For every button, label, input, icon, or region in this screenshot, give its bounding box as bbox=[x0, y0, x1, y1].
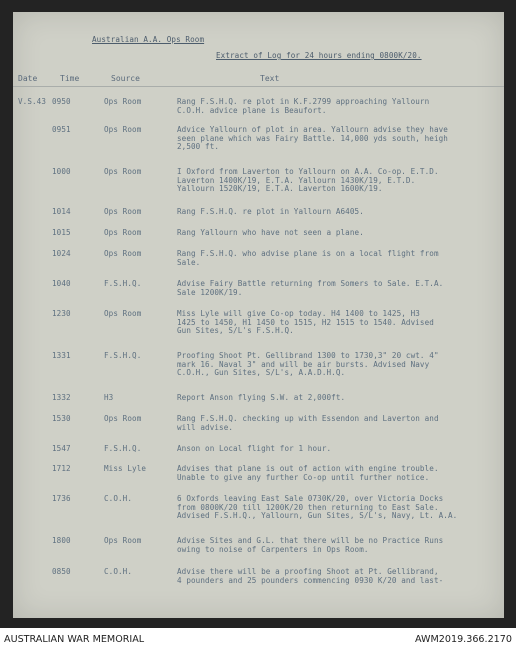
entry-source: H3 bbox=[104, 393, 114, 402]
entry-text: Rang F.S.H.Q. who advise plane is on a local flight from Sale. bbox=[177, 249, 439, 267]
entry-time: 1530 bbox=[52, 414, 71, 423]
entry-text: Proofing Shoot Pt. Gellibrand 1300 to 1730,3" 20 cwt. 4" mark 16. Naval 3" and will be air bursts. Advised Navy C.O.H., Gun Sites, S/L's, A.A.D.H.Q. bbox=[177, 351, 439, 378]
entry-source: Ops Room bbox=[104, 414, 142, 423]
entry-text: Report Anson flying S.W. at 2,000ft. bbox=[177, 393, 346, 402]
column-header-date: Date bbox=[18, 74, 38, 83]
entry-time: 1547 bbox=[52, 444, 71, 453]
org-heading: Australian A.A. Ops Room bbox=[92, 35, 205, 44]
entry-time: 0850 bbox=[52, 567, 71, 576]
entry-source: F.S.H.Q. bbox=[104, 351, 142, 360]
entry-source: Ops Room bbox=[104, 309, 142, 318]
archive-accession-number: AWM2019.366.2170 bbox=[414, 634, 512, 645]
entry-source: Ops Room bbox=[104, 167, 142, 176]
column-header-text: Text bbox=[260, 74, 280, 83]
entry-time: 1230 bbox=[52, 309, 71, 318]
entry-text: Miss Lyle will give Co-op today. H4 1400 to 1425, H3 1425 to 1450, H1 1450 to 1515, H2 1515 to 1540. Advised Gun Sites, S/L's F.S.H.Q. bbox=[177, 309, 434, 336]
entry-time: 1000 bbox=[52, 167, 71, 176]
log-title: Extract of Log for 24 hours ending 0800K/20. bbox=[216, 51, 422, 60]
archive-footer bbox=[0, 628, 516, 653]
entry-text: Rang Yallourn who have not seen a plane. bbox=[177, 228, 364, 237]
entry-text: Anson on Local flight for 1 hour. bbox=[177, 444, 332, 453]
entry-time: 1015 bbox=[52, 228, 71, 237]
entry-time: 1331 bbox=[52, 351, 71, 360]
entry-text: Advice Yallourn of plot in area. Yallourn advise they have seen plane which was Fairy Battle. 14,000 yds south, heigh 2,500 ft. bbox=[177, 125, 448, 152]
entry-text: Rang F.S.H.Q. re plot in K.F.2799 approaching Yallourn C.O.H. advice plane is Beaufort. bbox=[177, 97, 430, 115]
entry-text: Advise Sites and G.L. that there will be no Practice Runs owing to noise of Carpenters in Ops Room. bbox=[177, 536, 444, 554]
column-header-source: Source bbox=[111, 74, 140, 83]
entry-source: Ops Room bbox=[104, 207, 142, 216]
column-header-time: Time bbox=[60, 74, 80, 83]
entry-source: F.S.H.Q. bbox=[104, 444, 142, 453]
entry-date: V.S.43 bbox=[18, 97, 47, 106]
entry-time: 1712 bbox=[52, 464, 71, 473]
entry-text: Advise there will be a proofing Shoot at Pt. Gellibrand, 4 pounders and 25 pounders commencing 0930 K/20 and last- bbox=[177, 567, 444, 585]
entry-source: F.S.H.Q. bbox=[104, 279, 142, 288]
entry-text: Rang F.S.H.Q. checking up with Essendon and Laverton and will advise. bbox=[177, 414, 439, 432]
entry-source: Miss Lyle bbox=[104, 464, 147, 473]
entry-time: 1024 bbox=[52, 249, 71, 258]
entry-source: C.O.H. bbox=[104, 494, 133, 503]
entry-time: 0950 bbox=[52, 97, 71, 106]
entry-text: Advises that plane is out of action with engine trouble. Unable to give any further Co-op until further notice. bbox=[177, 464, 439, 482]
archive-credit: AUSTRALIAN WAR MEMORIAL bbox=[4, 634, 145, 645]
entry-text: Rang F.S.H.Q. re plot in Yallourn A6405. bbox=[177, 207, 364, 216]
entry-source: Ops Room bbox=[104, 97, 142, 106]
entry-source: Ops Room bbox=[104, 536, 142, 545]
entry-text: Advise Fairy Battle returning from Somers to Sale. E.T.A. Sale 1200K/19. bbox=[177, 279, 444, 297]
entry-source: Ops Room bbox=[104, 249, 142, 258]
entry-text: I Oxford from Laverton to Yallourn on A.A. Co-op. E.T.D. Laverton 1400K/19, E.T.A. Yallourn 1430K/19, E.T.D. Yallourn 1520K/19, E.T.A. Laverton 1600K/19. bbox=[177, 167, 439, 194]
entry-source: Ops Room bbox=[104, 125, 142, 134]
entry-time: 1800 bbox=[52, 536, 71, 545]
entry-text: 6 Oxfords leaving East Sale 0730K/20, over Victoria Docks from 0800K/20 till 1200K/20 then returning to East Sale. Advised F.S.H.Q., Yallourn, Gun Sites, S/L's, Navy, Lt. A.A. bbox=[177, 494, 458, 521]
entry-source: C.O.H. bbox=[104, 567, 133, 576]
entry-time: 0951 bbox=[52, 125, 71, 134]
log-sheet bbox=[13, 12, 504, 618]
entry-time: 1040 bbox=[52, 279, 71, 288]
entry-time: 1014 bbox=[52, 207, 71, 216]
entry-time: 1736 bbox=[52, 494, 71, 503]
entry-time: 1332 bbox=[52, 393, 71, 402]
entry-source: Ops Room bbox=[104, 228, 142, 237]
header-rule bbox=[13, 86, 504, 87]
